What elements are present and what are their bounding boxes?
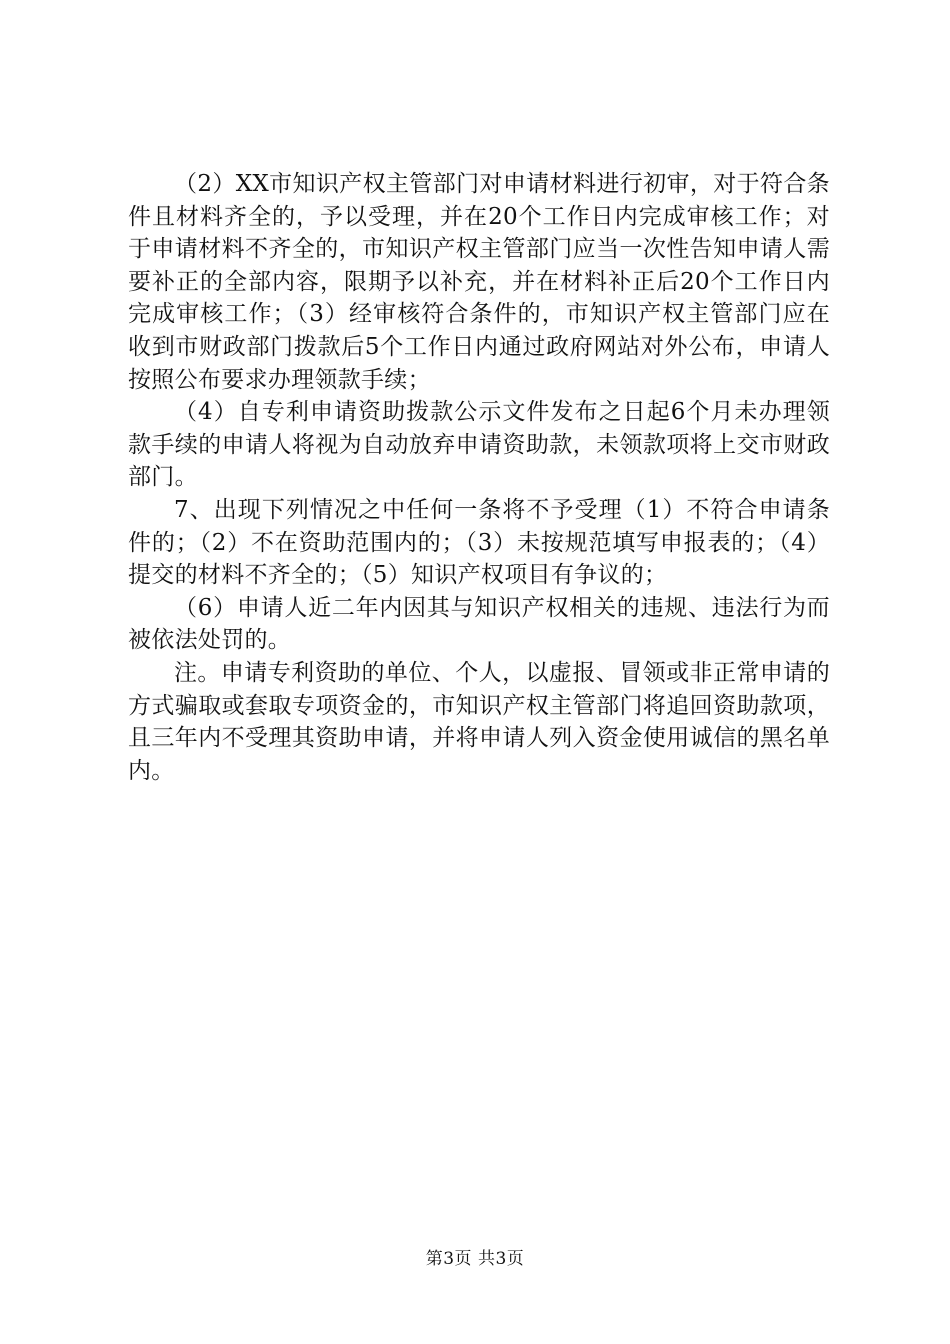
paragraph-claim-deadline: （4）自专利申请资助拨款公示文件发布之日起6个月未办理领款手续的申请人将视为自动放弃申请资助款，未领款项将上交市财政部门。 xyxy=(128,399,830,491)
paragraph-rejection-conditions: 7、出现下列情况之中任何一条将不予受理（1）不符合申请条件的；（2）不在资助范围内的；（3）未按规范填写申报表的；（4）提交的材料不齐全的；（5）知识产权项目有争议的； xyxy=(128,496,830,589)
paragraph-review-process: （2）XX市知识产权主管部门对申请材料进行初审，对于符合条件且材料齐全的，予以受理，并在20个工作日内完成审核工作；对于申请材料不齐全的，市知识产权主管部门应当一次性告知申请人需要补正的全部内容，限期予以补充，并在材料补正后20个工作日内完成审核工作；（3）经审核符合条件的，市知识产权主管部门应在收到市财政部门拨款后5个工作日内通过政府网站对外公布，申请人按照公布要求办理领款手续； xyxy=(128,171,830,393)
paragraph-penalty-condition: （6）申请人近二年内因其与知识产权相关的违规、违法行为而被依法处罚的。 xyxy=(128,594,830,654)
page-footer: 第3页 共3页 xyxy=(425,1249,525,1269)
paragraph-note: 注。申请专利资助的单位、个人，以虚报、冒领或非正常申请的方式骗取或套取专项资金的，市知识产权主管部门将追回资助款项，且三年内不受理其资助申请，并将申请人列入资金使用诚信的黑名单内。 xyxy=(128,659,830,784)
document-body xyxy=(128,168,830,787)
